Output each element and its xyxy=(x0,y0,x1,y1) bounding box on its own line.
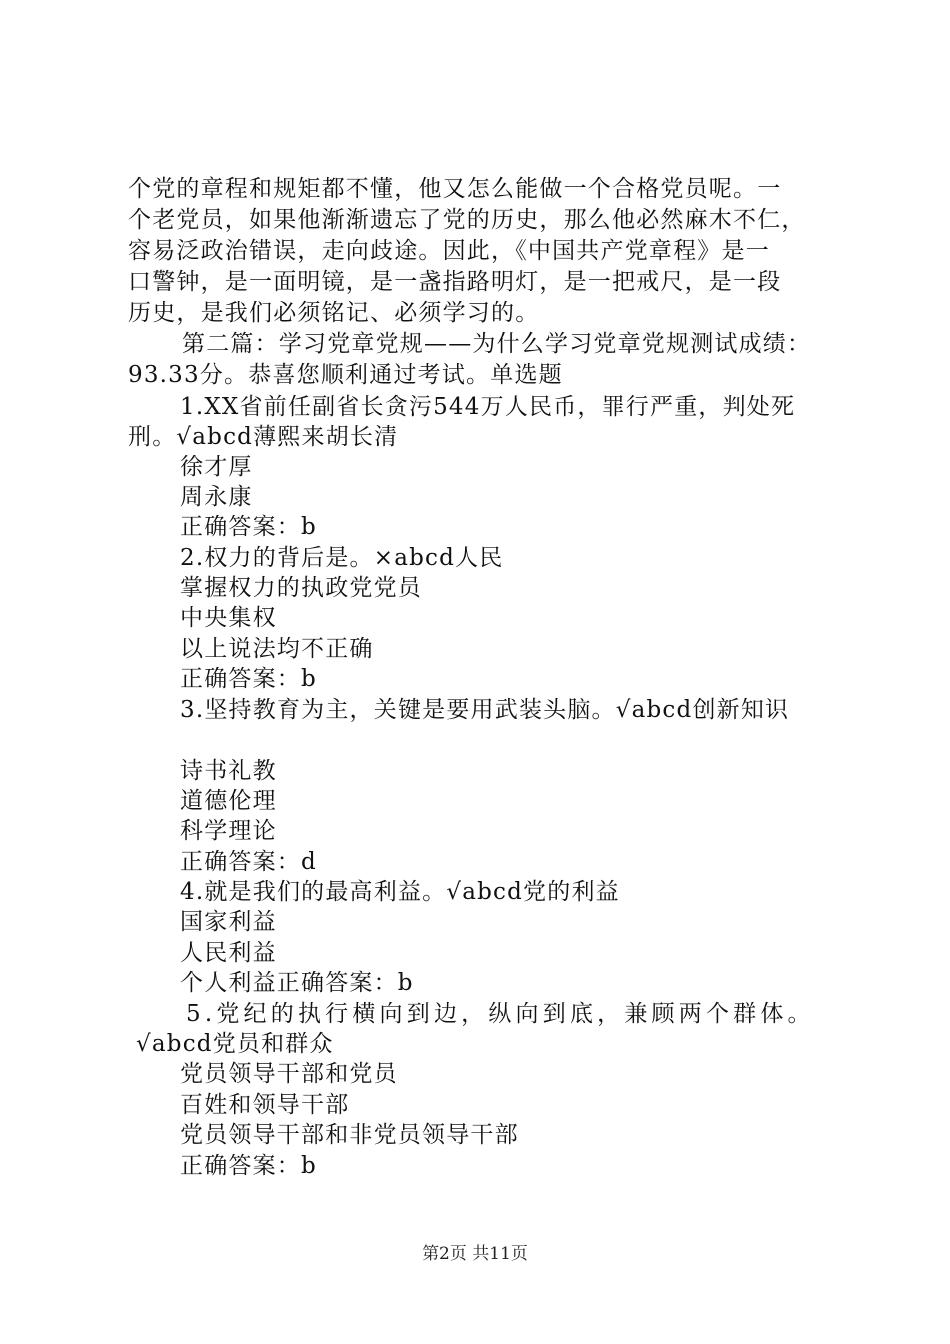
question-2-option-c: 中央集权 xyxy=(180,605,277,631)
question-4-option-b: 国家利益 xyxy=(180,909,277,935)
question-5-option-b: 党员领导干部和党员 xyxy=(180,1061,398,1087)
question-5-option-c: 百姓和领导干部 xyxy=(180,1092,350,1118)
section-heading-line-2: 93.33分。恭喜您顺利通过考试。单选题 xyxy=(128,362,563,388)
question-1-text: 1.XX省前任副省长贪污544万人民币，罪行严重，判处死 xyxy=(180,394,796,420)
question-1-text-cont: 刑。√abcd薄熙来胡长清 xyxy=(128,424,399,450)
question-5-text: 5.党纪的执行横向到边，纵向到底，兼顾两个群体。 xyxy=(186,1001,815,1027)
question-3-text: 3.坚持教育为主，关键是要用武装头脑。√abcd创新知识 xyxy=(180,697,790,723)
question-2-answer: 正确答案：b xyxy=(180,666,317,692)
question-3-option-b: 诗书礼教 xyxy=(180,758,277,784)
question-4-answer: 个人利益正确答案：b xyxy=(180,970,414,996)
question-3-answer: 正确答案：d xyxy=(180,849,317,875)
question-3-option-d: 科学理论 xyxy=(180,818,277,844)
question-2-text: 2.权力的背后是。×abcd人民 xyxy=(180,545,504,571)
question-2-option-b: 掌握权力的执政党党员 xyxy=(180,575,422,601)
question-4-option-c: 人民利益 xyxy=(180,940,277,966)
question-3-option-c: 道德伦理 xyxy=(180,788,277,814)
question-1-answer: 正确答案：b xyxy=(180,514,317,540)
question-5-text-cont: √abcd党员和群众 xyxy=(136,1031,334,1057)
section-heading-line-1: 第二篇：学习党章党规——为什么学习党章党规测试成绩： xyxy=(182,331,812,357)
intro-line-1: 个党的章程和规矩都不懂，他又怎么能做一个合格党员呢。一 xyxy=(128,176,782,202)
intro-line-2: 个老党员，如果他渐渐遗忘了党的历史，那么他必然麻木不仁， xyxy=(128,207,806,233)
intro-line-5: 历史，是我们必须铭记、必须学习的。 xyxy=(128,300,540,326)
intro-line-4: 口警钟，是一面明镜，是一盏指路明灯，是一把戒尺，是一段 xyxy=(128,269,782,295)
question-2-option-d: 以上说法均不正确 xyxy=(180,636,374,662)
question-1-option-c: 徐才厚 xyxy=(180,454,253,480)
question-4-text: 4.就是我们的最高利益。√abcd党的利益 xyxy=(180,879,620,905)
question-1-option-d: 周永康 xyxy=(180,484,253,510)
question-5-answer: 正确答案：b xyxy=(180,1153,317,1179)
question-5-option-d: 党员领导干部和非党员领导干部 xyxy=(180,1122,519,1148)
intro-line-3: 容易泛政治错误，走向歧途。因此，《中国共产党章程》是一 xyxy=(128,238,770,264)
page-number-footer: 第2页 共11页 xyxy=(422,1244,528,1264)
